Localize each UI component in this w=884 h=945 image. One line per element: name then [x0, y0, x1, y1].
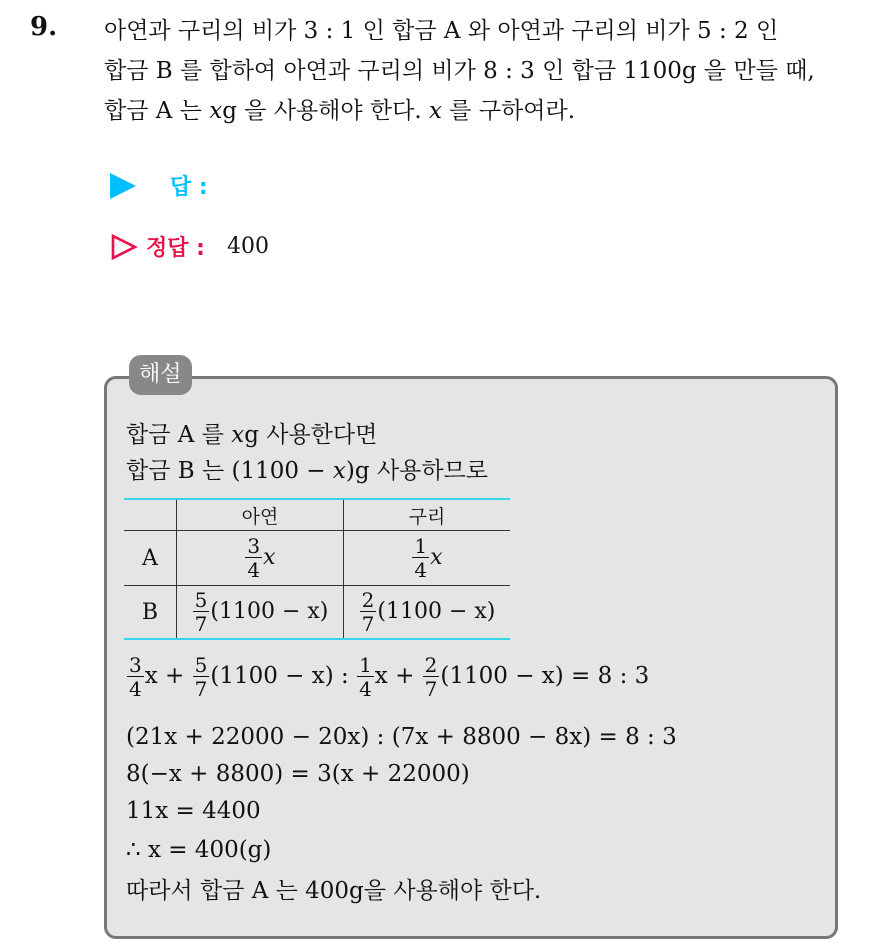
- fraction-numerator: 3: [247, 534, 261, 558]
- fraction-denominator: 4: [247, 558, 261, 582]
- fraction: [357, 655, 374, 699]
- table-row: [124, 531, 510, 586]
- equation-2: (21x + 22000 − 20x) : (7x + 8800 − 8x) = 8 : 3: [126, 724, 677, 750]
- equation-5: ∴ x = 400(g): [126, 837, 272, 863]
- fraction-numerator: 1: [414, 534, 428, 558]
- fraction: [360, 590, 377, 634]
- header-cell-zinc: 아연: [177, 499, 344, 531]
- solution-line-2: [126, 452, 488, 485]
- question-line-3: [104, 92, 575, 125]
- play-triangle-icon: [110, 173, 136, 199]
- solution-tag: 해설: [129, 355, 192, 395]
- fraction-denominator: 7: [194, 612, 208, 636]
- cell-a-zinc: [177, 531, 344, 586]
- fraction-denominator: 4: [359, 677, 372, 701]
- header-cell-copper: 구리: [344, 499, 511, 531]
- variable-x: x: [209, 98, 223, 124]
- correct-answer-row: [110, 231, 269, 262]
- equation-1: [126, 655, 649, 699]
- question-text: 를 구하여라.: [441, 98, 576, 124]
- cell-a-copper: [344, 531, 511, 586]
- fraction-denominator: 7: [424, 677, 438, 701]
- answer-label: 답 :: [170, 175, 208, 200]
- variable-x: x: [429, 98, 442, 124]
- cell-tail: x: [430, 545, 443, 570]
- question-text: g 을 사용해야 한다.: [222, 98, 429, 124]
- fraction-numerator: 2: [361, 588, 375, 612]
- correct-answer-value: 400: [226, 234, 269, 259]
- cell-tail: (1100 − x): [377, 599, 496, 624]
- cell-b-copper: [344, 586, 511, 640]
- fraction-numerator: 5: [194, 653, 208, 677]
- fraction: [412, 536, 429, 580]
- solution-text: 합금 B 는 (1100 −: [126, 458, 333, 484]
- equation-text: x +: [144, 663, 192, 689]
- correct-answer-label: 정답 :: [146, 236, 205, 261]
- equation-text: (1100 − x) :: [210, 663, 357, 689]
- row-label-a: A: [124, 531, 177, 586]
- solution-text: g 사용한다면: [244, 422, 378, 448]
- solution-line-1: [126, 416, 377, 449]
- question-number: 9.: [30, 12, 58, 42]
- solution-text: )g 사용하므로: [345, 458, 488, 484]
- fraction: [193, 590, 210, 634]
- question-text: 합금 A 는: [104, 98, 210, 124]
- equation-3: 8(−x + 8800) = 3(x + 22000): [126, 761, 470, 787]
- equation-4: 11x = 4400: [126, 798, 261, 824]
- fraction-numerator: 5: [194, 588, 208, 612]
- row-label-b: B: [124, 586, 177, 640]
- equation-text: x +: [374, 663, 422, 689]
- equation-text: (1100 − x) = 8 : 3: [440, 663, 650, 689]
- fraction-denominator: 7: [361, 612, 375, 636]
- table-header-row: [124, 499, 510, 531]
- fraction-denominator: 4: [414, 558, 428, 582]
- cell-tail: x: [263, 545, 276, 570]
- answer-row: [110, 170, 208, 201]
- fraction-numerator: 1: [359, 653, 372, 677]
- fraction: [193, 655, 210, 699]
- fraction: [245, 536, 262, 580]
- fraction-denominator: 7: [194, 677, 208, 701]
- question-line-1: 아연과 구리의 비가 3 : 1 인 합금 A 와 아연과 구리의 비가 5 : 2 인: [104, 18, 779, 44]
- fraction-numerator: 3: [129, 653, 142, 677]
- fraction: [423, 655, 440, 699]
- fraction-denominator: 4: [129, 677, 142, 701]
- cell-b-zinc: [177, 586, 344, 640]
- header-cell-empty: [124, 499, 177, 531]
- table-row: [124, 586, 510, 640]
- solution-text: 합금 A 를: [126, 422, 232, 448]
- solution-conclusion: 따라서 합금 A 는 400g을 사용해야 한다.: [126, 878, 542, 904]
- variable-x: x: [332, 458, 346, 484]
- variable-x: x: [231, 422, 245, 448]
- ratio-table: [124, 498, 510, 640]
- fraction-numerator: 2: [424, 653, 438, 677]
- question-line-2: 합금 B 를 합하여 아연과 구리의 비가 8 : 3 인 합금 1100g 을 만들 때,: [104, 58, 815, 84]
- cell-tail: (1100 − x): [210, 599, 329, 624]
- outline-triangle-icon: [110, 233, 138, 261]
- fraction: [127, 655, 144, 699]
